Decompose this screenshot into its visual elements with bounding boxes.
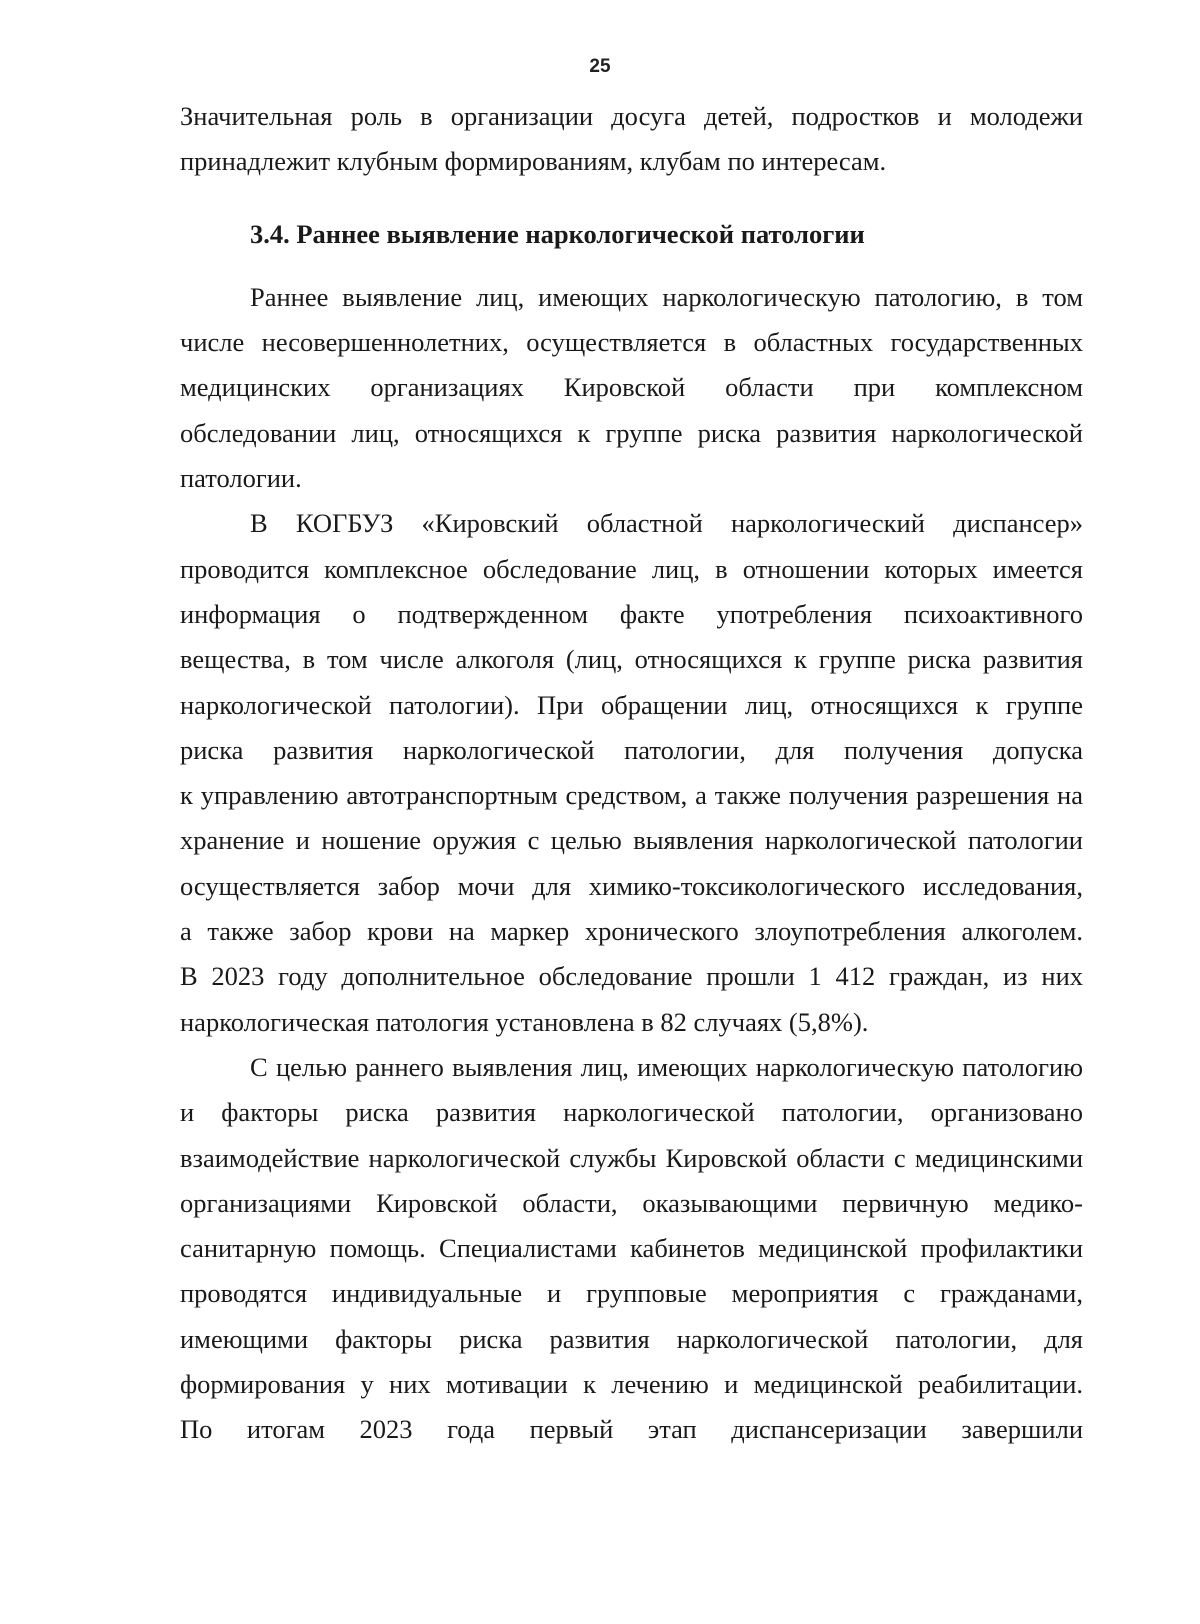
paragraph-dispensary: [180, 501, 1083, 1045]
paragraph-line: наркологическая патология установлена в 82 случаях (5,8%).: [180, 1006, 869, 1037]
paragraph-line: медицинских организациях Кировской области при комплексном: [180, 372, 1083, 403]
paragraph-line: числе несовершеннолетних, осуществляется в областных государственных: [180, 327, 1083, 358]
paragraph-line: проводится комплексное обследование лиц, в отношении которых имеется: [180, 553, 1083, 584]
intro-paragraph: [180, 94, 1083, 185]
document-body: [180, 94, 1083, 1453]
intro-line: Значительная роль в организации досуга детей, подростков и молодежи: [180, 101, 1083, 131]
paragraph-line: По итогам 2023 года первый этап диспансеризации завершили: [180, 1414, 1083, 1445]
paragraph-line: обследовании лиц, относящихся к группе риска развития наркологической: [180, 417, 1083, 448]
paragraph-line: организациями Кировской области, оказывающими первичную медико-: [180, 1187, 1083, 1218]
section-heading: 3.4. Раннее выявление наркологической патологии: [250, 218, 865, 249]
paragraph-line: хранение и ношение оружия с целью выявления наркологической патологии: [180, 825, 1083, 856]
page-number: 25: [589, 56, 611, 77]
paragraph-line: осуществляется забор мочи для химико-токсикологического исследования,: [180, 870, 1083, 901]
paragraph-line: Раннее выявление лиц, имеющих наркологическую патологию, в том: [250, 281, 1083, 312]
paragraph-line: патологии.: [180, 463, 302, 494]
paragraph-line: и факторы риска развития наркологической патологии, организовано: [180, 1097, 1083, 1128]
intro-line: принадлежит клубным формированиям, клубам по интересам.: [180, 146, 887, 177]
paragraph-line: В КОГБУЗ «Кировский областной наркологический диспансер»: [250, 508, 1083, 539]
paragraph-line: а также забор крови на маркер хронического злоупотребления алкоголем.: [180, 916, 1083, 947]
paragraph-line: проводятся индивидуальные и групповые мероприятия с гражданами,: [180, 1278, 1083, 1309]
paragraph-early-detection: [180, 275, 1083, 501]
paragraph-line: риска развития наркологической патологии, для получения допуска: [180, 734, 1083, 765]
paragraph-line: санитарную помощь. Специалистами кабинетов медицинской профилактики: [180, 1233, 1083, 1264]
paragraph-line: информация о подтвержденном факте употребления психоактивного: [180, 598, 1083, 629]
paragraph-line: взаимодействие наркологической службы Кировской области с медицинскими: [180, 1142, 1083, 1173]
paragraph-line: наркологической патологии). При обращении лиц, относящихся к группе: [180, 689, 1083, 720]
paragraph-primary-care: [180, 1045, 1083, 1453]
paragraph-line: формирования у них мотивации к лечению и медицинской реабилитации.: [180, 1369, 1083, 1400]
paragraph-line: имеющими факторы риска развития наркологической патологии, для: [180, 1323, 1083, 1354]
paragraph-line: вещества, в том числе алкоголя (лиц, относящихся к группе риска развития: [180, 644, 1083, 675]
paragraph-line: к управлению автотранспортным средством, а также получения разрешения на: [180, 780, 1083, 811]
paragraph-line: С целью раннего выявления лиц, имеющих наркологическую патологию: [250, 1051, 1083, 1082]
paragraph-line: В 2023 году дополнительное обследование прошли 1 412 граждан, из них: [180, 961, 1083, 992]
